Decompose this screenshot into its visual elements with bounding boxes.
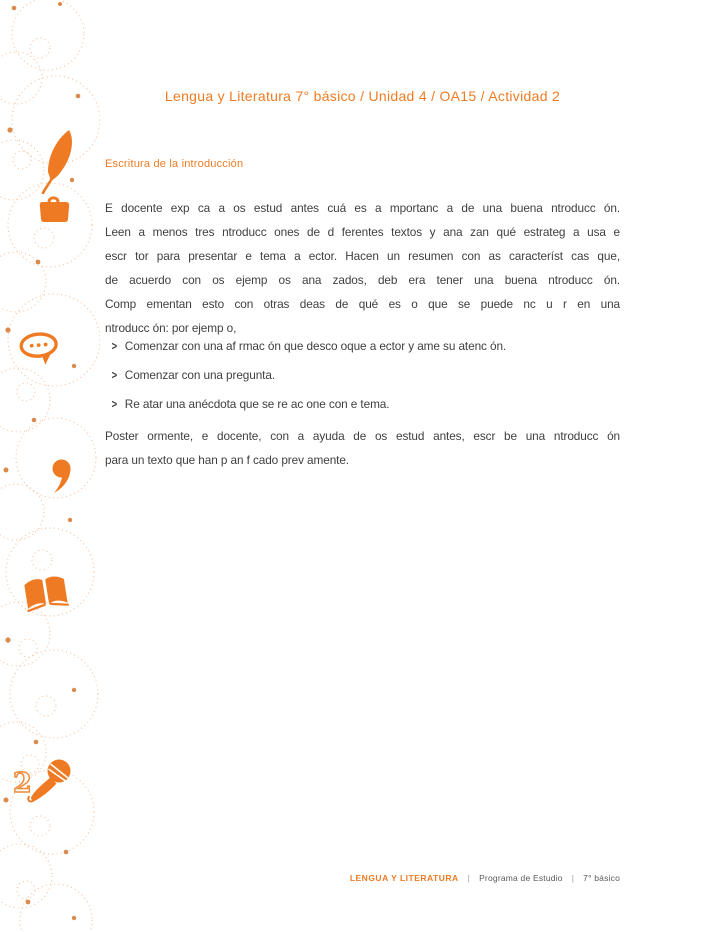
comma-icon <box>51 459 73 494</box>
list-item <box>111 337 616 356</box>
list-item-text: Comenzar con una af rmac ón que desco oque a ector y ame su atenc ón. <box>124 339 507 353</box>
paragraph-line: Comp ementan esto con otras deas de qué es o que se puede nc u r en una <box>105 297 620 311</box>
paragraph-line: escr tor para presentar e tema a ector. Hacen un resumen con as característ cas que, <box>105 249 620 263</box>
open-book-icon <box>20 569 72 620</box>
decor-activity-number: 2 <box>13 768 32 799</box>
footer-program: Programa de Estudio <box>479 873 563 883</box>
paragraph-intro <box>105 196 620 340</box>
list-item <box>111 366 616 385</box>
footer-separator: | <box>467 873 471 883</box>
content-column <box>105 0 620 932</box>
paragraph-line: para un texto que han p an f cado prev amente. <box>105 453 349 467</box>
bullet-list <box>111 337 616 424</box>
list-item <box>111 395 616 414</box>
paragraph-line: de acuerdo con os ejemp os ana zados, deb era tener una buena ntroducc ón. <box>105 273 620 287</box>
list-item-text: Re atar una anécdota que se re ac one con e tema. <box>124 397 390 411</box>
footer-separator: | <box>571 873 575 883</box>
satchel-icon <box>37 194 71 224</box>
chevron-bullet: > <box>111 397 118 411</box>
paragraph-line: E docente exp ca a os estud antes cuá es a mportanc a de una buena ntroducc ón. <box>105 201 620 215</box>
paragraph-line: Leen a menos tres ntroducc ones de d ferentes textos y ana zan qué estrateg a usa e <box>105 225 620 239</box>
list-item-text: Comenzar con una pregunta. <box>124 368 275 382</box>
page-title: Lengua y Literatura 7° básico / Unidad 4 / OA15 / Actividad 2 <box>164 88 561 104</box>
microphone-icon <box>27 757 73 805</box>
paragraph-line: Poster ormente, e docente, con a ayuda de os estud antes, escr be una ntroducc ón <box>105 429 620 443</box>
quill-icon <box>36 128 78 194</box>
footer-grade: 7° básico <box>583 873 620 883</box>
paragraph-closing <box>105 424 620 472</box>
chevron-bullet: > <box>111 339 118 353</box>
page-footer <box>105 873 620 883</box>
footer-brand: LENGUA Y LITERATURA <box>349 873 459 883</box>
chevron-bullet: > <box>111 368 118 382</box>
paragraph-line: ntroducc ón: por ejemp o, <box>105 321 237 335</box>
section-heading: Escritura de la introducción <box>105 158 244 170</box>
speech-bubble-icon <box>17 329 64 369</box>
